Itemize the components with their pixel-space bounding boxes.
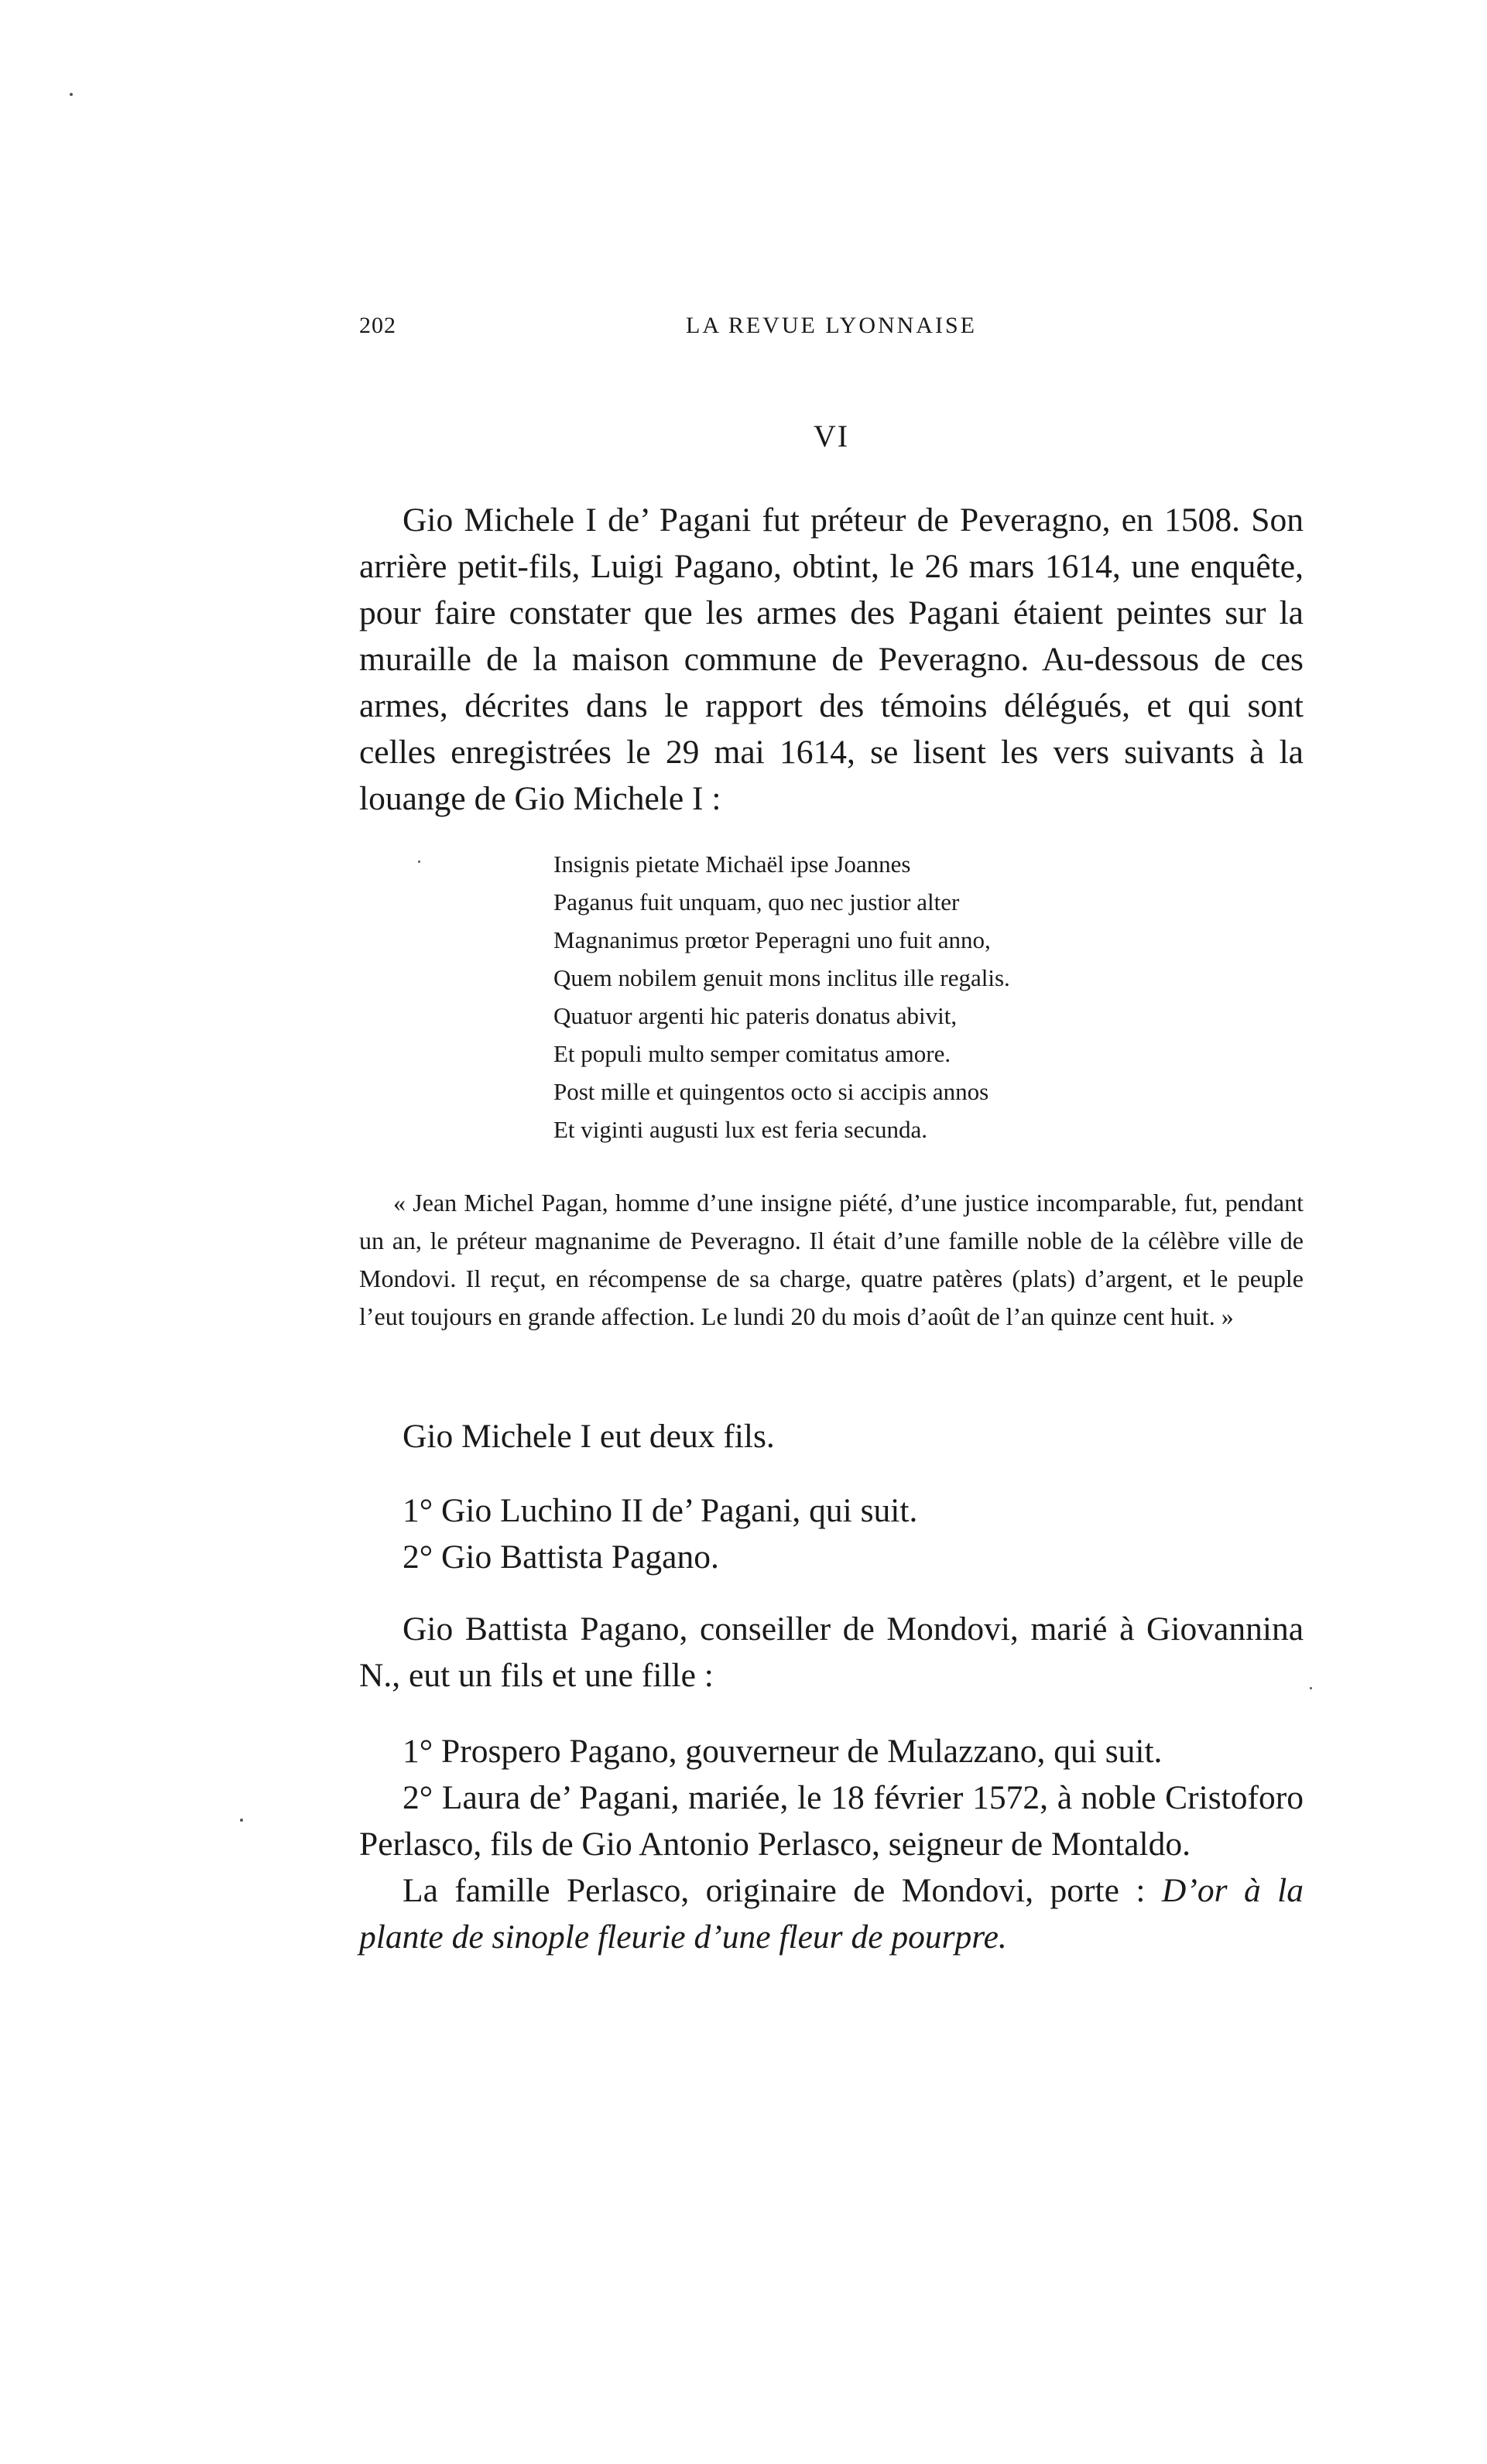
list-item: 1° Prospero Pagano, gouverneur de Mulazzano, qui suit. (403, 1733, 1163, 1770)
paragraph-perlasco (359, 1867, 1304, 1960)
verse-line: Quem nobilem genuit mons inclitus ille regalis. (553, 964, 1010, 991)
paragraph-sons-intro (359, 1413, 1304, 1460)
running-title: LA REVUE LYONNAISE (686, 313, 977, 338)
paragraph-text: Gio Michele I eut deux fils. (403, 1418, 775, 1455)
paper-speck (418, 861, 420, 863)
perlasco-arms: D’or à la plante de sinople fleurie d’une fleur de pourpre. (359, 1872, 1304, 1956)
verse-line: Post mille et quingentos octo si accipis annos (553, 1078, 989, 1105)
sons-list (359, 1487, 1304, 1580)
paragraph-text: Gio Battista Pagano, conseiller de Mondovi, marié à Giovannina N., eut un fils et une fille : (359, 1610, 1304, 1694)
list-item: 1° Gio Luchino II de’ Pagani, qui suit. (403, 1492, 918, 1529)
verse-line: Paganus fuit unquam, quo nec justior alter (553, 888, 960, 915)
list-item: 2° Laura de’ Pagani, mariée, le 18 février 1572, à noble Cristoforo Perlasco, fils de Gio Antonio Perlasco, seigneur de Montaldo. (359, 1779, 1304, 1863)
paper-speck (1310, 1687, 1312, 1689)
verse-line: Quatuor argenti hic pateris donatus abivit, (553, 1002, 958, 1029)
perlasco-text: La famille Perlasco, originaire de Mondovi, porte : (403, 1872, 1162, 1909)
children-list (359, 1728, 1304, 1960)
verse-line: Insignis pietate Michaël ipse Joannes (553, 850, 911, 878)
section-heading: VI (813, 419, 850, 453)
latin-verse (553, 845, 1010, 1148)
list-item: 2° Gio Battista Pagano. (403, 1538, 719, 1576)
paragraph-intro (359, 497, 1304, 822)
paper-speck (70, 93, 73, 96)
paper-speck (240, 1819, 243, 1822)
translation-quote: « Jean Michel Pagan, homme d’une insigne piété, d’une justice incomparable, fut, pendant un an, le préteur magnanime de Peveragno. Il était d’une famille noble de la célèbre ville de Mondovi. Il reçut, en récompense de sa charge, quatre patères (plats) d’argent, et le peuple l’eut toujours en grande affection. Le lundi 20 du mois d’août de l’an quinze cent huit. » (359, 1189, 1304, 1330)
verse-line: Et populi multo semper comitatus amore. (553, 1040, 951, 1067)
paragraph-gio-battista (359, 1606, 1304, 1699)
page-number: 202 (359, 313, 396, 338)
verse-line: Et viginti augusti lux est feria secunda. (553, 1116, 927, 1143)
paragraph-text: Gio Michele I de’ Pagani fut préteur de Peveragno, en 1508. Son arrière petit-fils, Luigi Pagano, obtint, le 26 mars 1614, une enquête, pour faire constater que les armes des Pagani étaient peintes sur la muraille de la maison commune de Peveragno. Au-dessous de ces armes, décrites dans le rapport des témoins délégués, et qui sont celles enregistrées le 29 mai 1614, se lisent les vers suivants à la louange de Gio Michele I : (359, 501, 1304, 817)
page-header (359, 313, 1304, 351)
verse-line: Magnanimus prœtor Peperagni uno fuit anno, (553, 926, 991, 953)
